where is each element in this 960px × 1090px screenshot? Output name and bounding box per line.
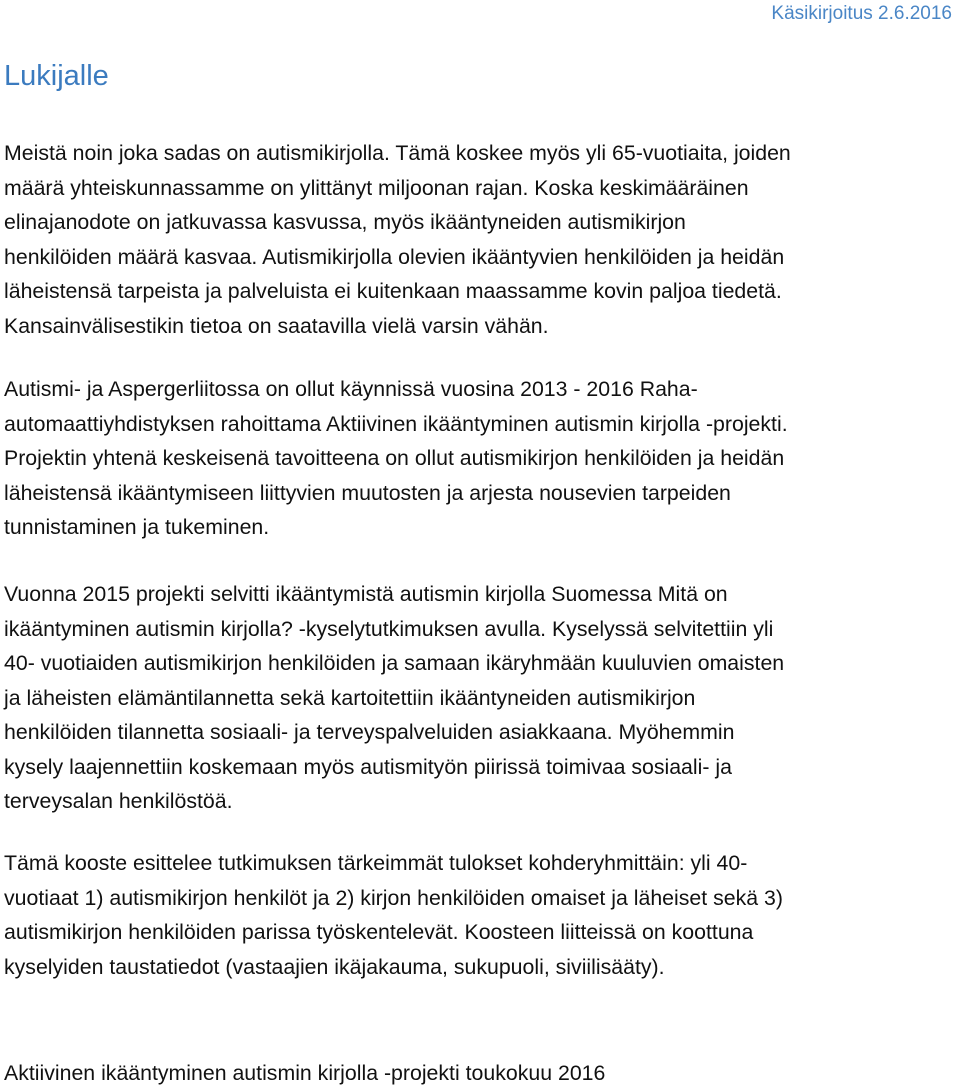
page-title: Lukijalle: [4, 60, 109, 92]
paragraph-survey: Vuonna 2015 projekti selvitti ikääntymistä autismin kirjolla Suomessa Mitä on ikääntyminen autismin kirjolla? -kyselytutkimuksen avulla. Kyselyssä selvitettiin yli 40- vuotiaiden autismikirjon henkilöiden ja samaan ikäryhmään kuuluvien omaisten ja läheisten elämäntilannetta sekä kartoitettiin ikääntyneiden autismikirjon henkilöiden tilannetta sosiaali- ja terveyspalveluiden asiakkaana. Myöhemmin kysely laajennettiin koskemaan myös autismityön piirissä toimivaa sosiaali- ja terveysalan henkilöstöä.: [4, 582, 785, 813]
paragraph-project: Autismi- ja Aspergerliitossa on ollut käynnissä vuosina 2013 - 2016 Raha- automaattiyhdistyksen rahoittama Aktiivinen ikääntyminen autismin kirjolla -projekti. Projektin yhtenä keskeisenä tavoitteena on ollut autismikirjon henkilöiden ja heidän läheistensä ikääntymiseen liittyvien muutosten ja arjesta nousevien tarpeiden tunnistaminen ja tukeminen.: [4, 377, 788, 539]
paragraph-summary: Tämä kooste esittelee tutkimuksen tärkeimmät tulokset kohderyhmittäin: yli 40- vuotiaat 1) autismikirjon henkilöt ja 2) kirjon henkilöiden omaiset ja läheiset sekä 3) autismikirjon henkilöiden parissa työskentelevät. Koosteen liitteissä on koottuna kyselyiden taustatiedot (vastaajien ikäjakauma, sukupuoli, siviilisääty).: [4, 851, 783, 979]
paragraph-intro: Meistä noin joka sadas on autismikirjolla. Tämä koskee myös yli 65-vuotiaita, joiden määrä yhteiskunnassamme on ylittänyt miljoonan rajan. Koska keskimääräinen elinajanodote on jatkuvassa kasvussa, myös ikääntyneiden autismikirjon henkilöiden määrä kasvaa. Autismikirjolla olevien ikääntyvien henkilöiden ja heidän läheistensä tarpeista ja palveluista ei kuitenkaan maassamme kovin paljoa tiedetä. Kansainvälisestikin tietoa on saatavilla vielä varsin vähän.: [4, 141, 791, 338]
page-footer: Aktiivinen ikääntyminen autismin kirjolla -projekti toukokuu 2016: [4, 1061, 606, 1085]
header-date: Käsikirjoitus 2.6.2016: [771, 3, 952, 24]
